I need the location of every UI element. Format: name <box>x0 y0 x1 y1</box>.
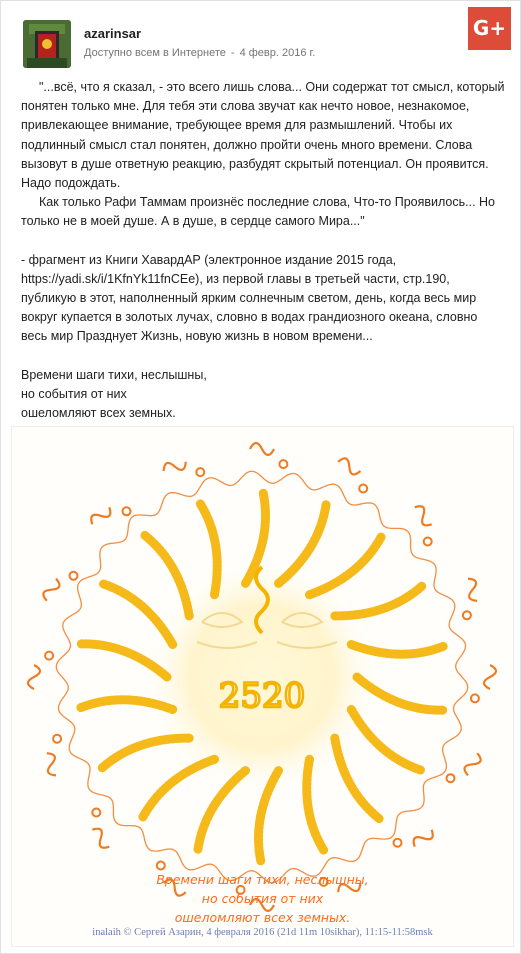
post-paragraph-1: "...всё, что я сказал, - это всего лишь слова... Они содержат тот смысл, который понятен только мне. Для тебя эти слова звучат как нечто новое, незнакомое, привлекающее внимание, требующее время для размышлений. Чтобы их подлинный смысл стал понятен, должно пройти очень много времени. Слова вызовут в душе ответную реакцию, разбудят скрытый потенциал. Он проявится. Надо подождать. <box>21 80 505 191</box>
post-meta <box>84 47 315 59</box>
outer-script-loop <box>196 468 204 476</box>
sun-ray <box>144 535 189 616</box>
poem-line-1: Времени шаги тихи, неслышны, <box>21 367 207 382</box>
avatar[interactable] <box>23 20 71 68</box>
outer-script-loop <box>45 652 53 660</box>
sun-ray <box>142 759 214 818</box>
outer-script-loop <box>123 507 131 515</box>
outer-script-mark <box>41 576 61 603</box>
outer-script-mark <box>88 825 113 850</box>
outer-script-loop <box>471 694 479 702</box>
outer-script-mark <box>462 751 482 778</box>
sun-ray <box>351 645 444 655</box>
outer-script-mark <box>161 456 188 476</box>
outer-script-loop <box>53 735 61 743</box>
visibility-label: Доступно всем в Интернете <box>84 47 226 59</box>
sun-ray <box>335 738 380 819</box>
outer-script-loop <box>463 611 471 619</box>
outer-script-mark <box>484 665 496 689</box>
post-paragraph-2: Как только Рафи Таммам произнёс последние слова, Что-то Проявилось... Но только не в моей душе. А в душе, в сердце самого Мира..." <box>21 195 496 229</box>
image-credit: inalaih © Сергей Азарин, 4 февраля 2016 (21d 11m 10sikhar), 11:15-11:58msk <box>92 927 433 938</box>
sun-ray <box>80 700 173 710</box>
post-image[interactable] <box>11 426 514 947</box>
author-name[interactable]: azarinsar <box>84 26 142 41</box>
image-caption-line-2: но события от них <box>201 891 324 906</box>
post-date[interactable]: 4 февр. 2016 г. <box>239 47 316 59</box>
google-plus-icon[interactable]: G+ <box>468 7 511 50</box>
post-body <box>21 78 507 423</box>
outer-script-loop <box>92 809 100 817</box>
outer-script-mark <box>88 503 113 528</box>
mandala-illustration <box>12 427 513 946</box>
outer-script-mark <box>336 456 363 476</box>
outer-script-mark <box>410 825 435 850</box>
outer-script-mark <box>41 751 61 778</box>
meta-separator: - <box>230 47 235 59</box>
outer-script-loop <box>359 485 367 493</box>
outer-script-mark <box>28 665 40 689</box>
outer-script-loop <box>424 538 432 546</box>
outer-script-loop <box>447 774 455 782</box>
image-caption-line-3: ошеломляют всех земных. <box>174 910 351 925</box>
outer-script-mark <box>250 443 274 455</box>
poem-line-3: ошеломляют всех земных. <box>21 406 176 421</box>
outer-script-loop <box>279 460 287 468</box>
image-caption-line-1: Времени шаги тихи, неслышны, <box>156 872 369 887</box>
outer-script-mark <box>410 503 435 528</box>
outer-script-loop <box>394 839 402 847</box>
post-paragraph-3: - фрагмент из Книги ХавардАР (электронное издание 2015 года, https://yadi.sk/i/1KfnYk11fnCEe), из первой главы в третьей части, стр.190, публикую в этот, наполненный ярким солнечным светом, день, когда весь мир вокруг купается в золотых лучах, словно в водах грандиозного океана, словно весь мир Празднует Жизнь, новую жизнь в новом времени... <box>21 252 478 344</box>
outer-script-mark <box>462 576 482 603</box>
outer-script-loop <box>157 862 165 870</box>
sun-ray <box>310 536 382 595</box>
center-number: 2520 <box>218 676 306 716</box>
poem-line-2: но события от них <box>21 386 127 401</box>
outer-script-loop <box>70 572 78 580</box>
